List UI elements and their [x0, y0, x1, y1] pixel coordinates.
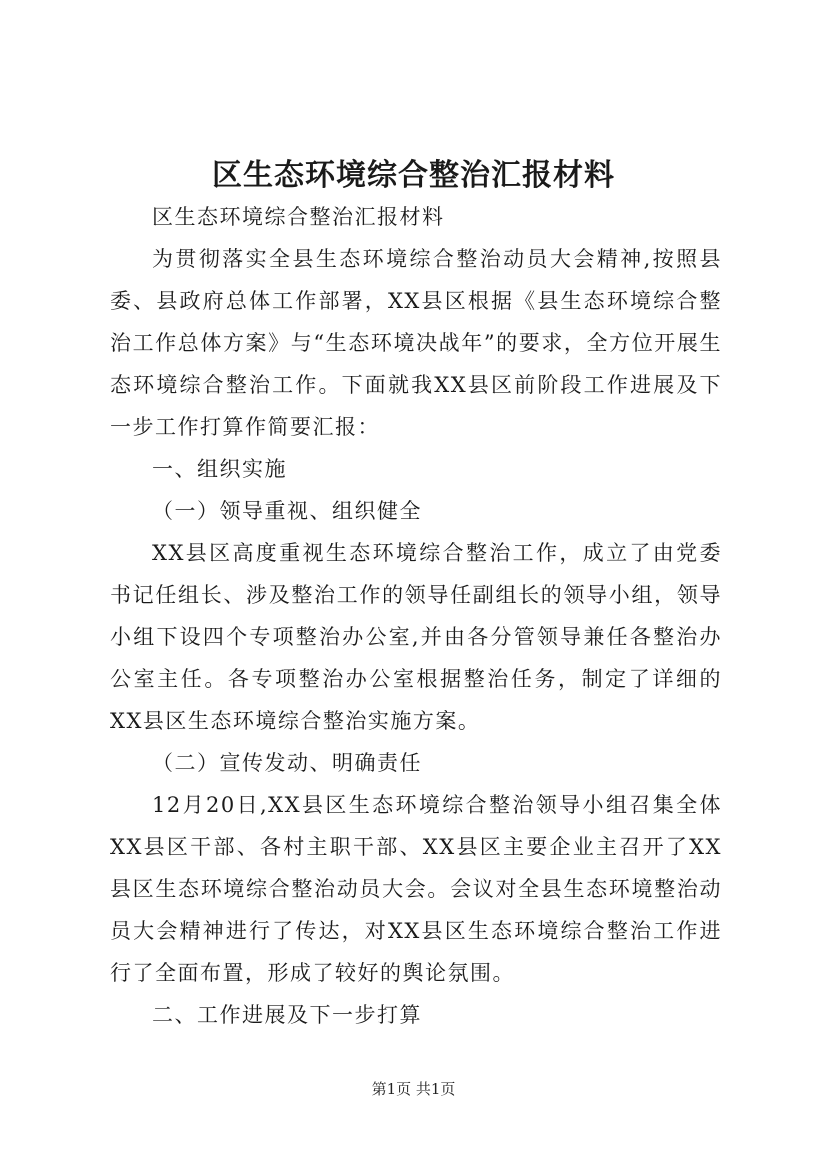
- body-paragraph-1: XX县区高度重视生态环境综合整治工作，成立了由党委书记任组长、涉及整治工作的领导任副组长的领导小组，领导小组下设四个专项整治办公室,并由各分管领导兼任各整治办公室主任。各专项整治办公室根据整治任务，制定了详细的XX县区生态环境综合整治实施方案。: [110, 541, 722, 733]
- subsection-heading-1: （一）领导重视、组织健全: [152, 499, 422, 523]
- body-paragraph-2: 12月20日,XX县区生态环境综合整治领导小组召集全体XX县区干部、各村主职干部、XX县区主要企业主召开了XX县区生态环境综合整治动员大会。会议对全县生态环境整治动员大会精神进行了传达，对XX县区生态环境综合整治工作进行了全面布置，形成了较好的舆论氛围。: [110, 793, 722, 985]
- section-heading-1: 一、组织实施: [152, 457, 287, 481]
- subsection-heading-2: （二）宣传发动、明确责任: [152, 751, 422, 775]
- document-body: [110, 196, 722, 1036]
- page-footer: 第1页 共1页: [371, 1080, 456, 1098]
- section-heading-2: 二、工作进展及下一步打算: [152, 1003, 422, 1027]
- document-title: 区生态环境综合整治汇报材料: [212, 158, 615, 193]
- intro-paragraph: 为贯彻落实全县生态环境综合整治动员大会精神,按照县委、县政府总体工作部署，XX县区根据《县生态环境综合整治工作总体方案》与“生态环境决战年”的要求，全方位开展生态环境综合整治工作。下面就我XX县区前阶段工作进展及下一步工作打算作简要汇报：: [110, 247, 722, 439]
- subtitle-paragraph: 区生态环境综合整治汇报材料: [152, 205, 445, 229]
